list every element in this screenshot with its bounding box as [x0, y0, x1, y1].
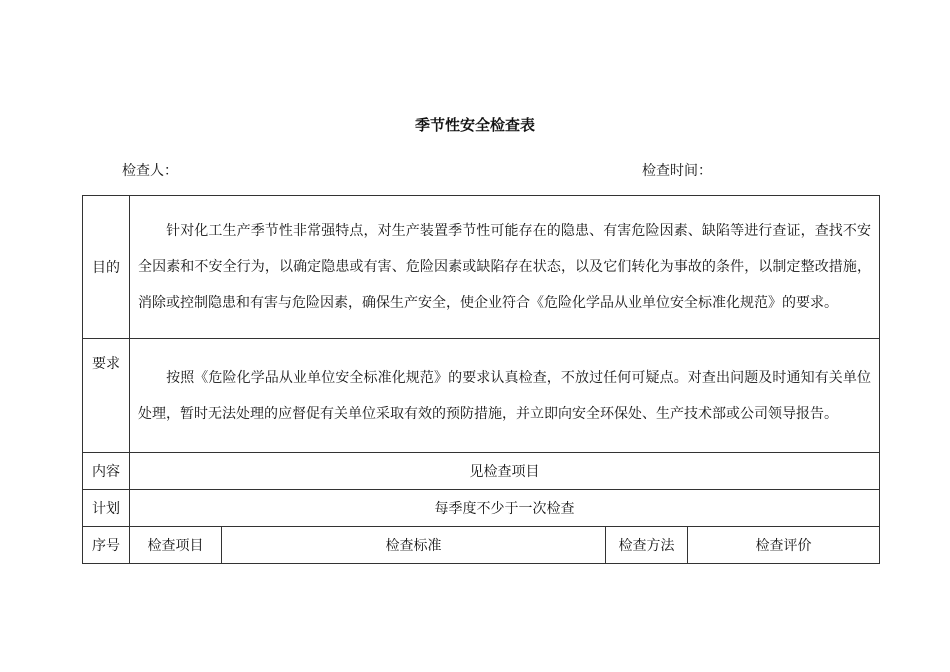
content-value: 见检查项目: [130, 453, 880, 490]
requirement-cell: [130, 339, 880, 453]
plan-label: 计划: [83, 490, 130, 527]
column-header-standard: 检查标准: [222, 527, 606, 564]
column-header-method: 检查方法: [606, 527, 688, 564]
column-header-serial: 序号: [83, 527, 130, 564]
inspection-time-label: 检查时间：: [642, 163, 712, 179]
requirement-label: 要求: [83, 339, 130, 453]
column-header-evaluation: 检查评价: [688, 527, 880, 564]
requirement-row: [83, 339, 880, 453]
plan-row: [83, 490, 880, 527]
document-title: 季节性安全检查表: [414, 116, 535, 134]
column-header-row: [83, 527, 880, 564]
purpose-cell: [130, 196, 880, 339]
requirement-text: 按照《危险化学品从业单位安全标准化规范》的要求认真检查，不放过任何可疑点。对查出问题及时通知有关单位处理，暂时无法处理的应督促有关单位采取有效的预防措施，并立即向安全环保处、生产技术部或公司领导报告。: [138, 369, 871, 422]
purpose-row: [83, 196, 880, 339]
content-row: [83, 453, 880, 490]
column-header-item: 检查项目: [130, 527, 222, 564]
content-label: 内容: [83, 453, 130, 490]
inspector-label: 检查人：: [122, 163, 178, 179]
inspection-form-table: [82, 195, 880, 564]
plan-value: 每季度不少于一次检查: [130, 490, 880, 527]
purpose-text: 针对化工生产季节性非常强特点，对生产装置季节性可能存在的隐患、有害危险因素、缺陷等进行查证，查找不安全因素和不安全行为，以确定隐患或有害、危险因素或缺陷存在状态，以及它们转化为事故的条件，以制定整改措施，消除或控制隐患和有害与危险因素，确保生产安全，使企业符合《危险化学品从业单位安全标准化规范》的要求。: [138, 223, 871, 311]
purpose-label: 目的: [83, 196, 130, 339]
